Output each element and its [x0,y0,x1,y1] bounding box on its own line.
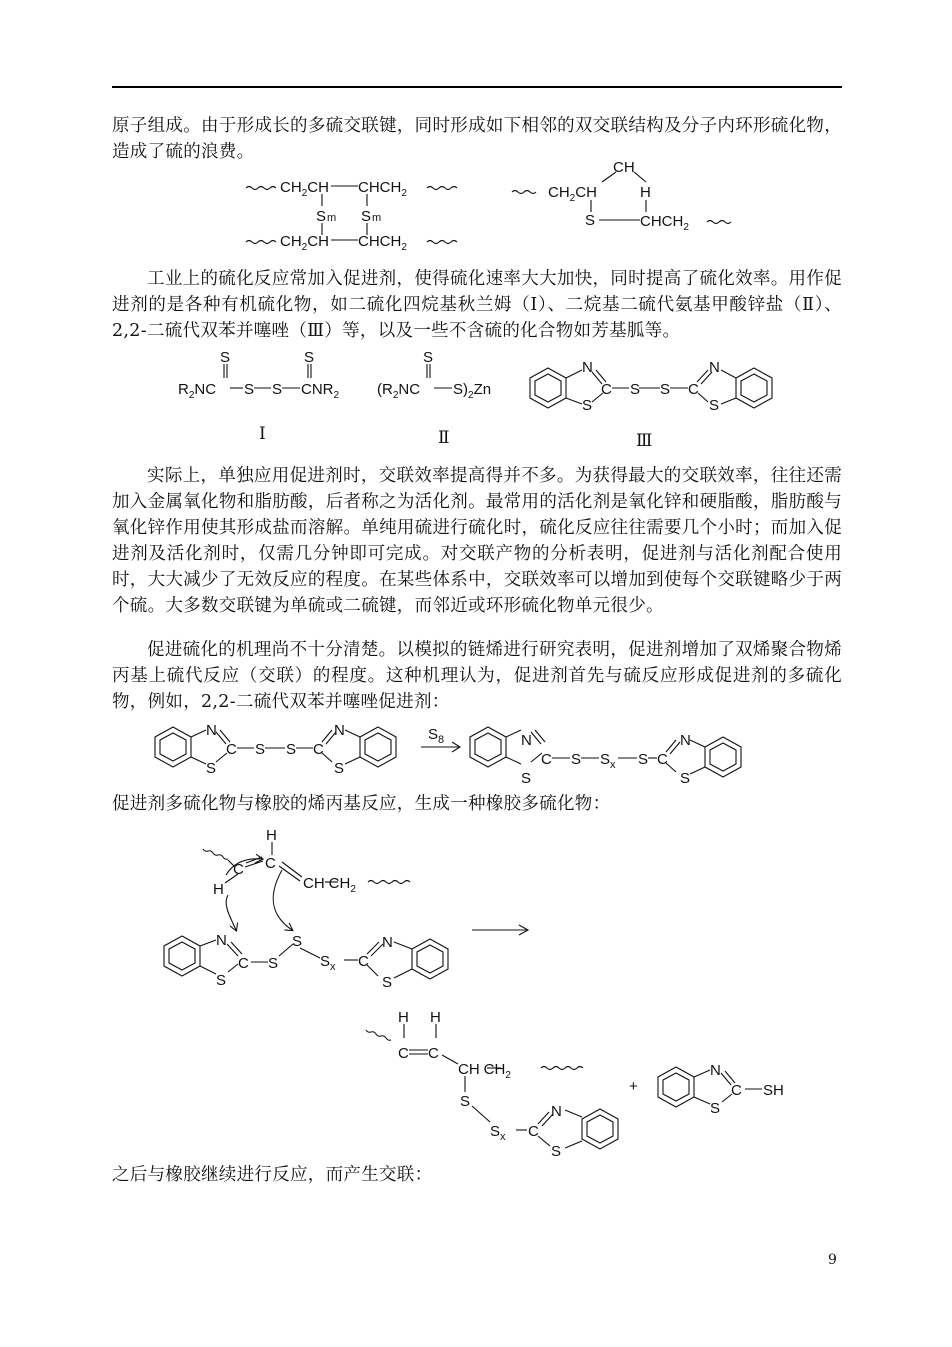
plus-sign: + [629,1078,638,1095]
f4-c3: C [238,955,249,972]
f3-c1: C [226,741,237,758]
label-III: Ⅲ [636,431,653,450]
f3-p-s4: S [680,770,691,787]
f1-ring-s: S [585,212,596,229]
label-II: Ⅱ [438,428,450,447]
f1-ring-ch2ch: $CH_2CH$ [548,184,597,204]
f4-n2: N [382,934,393,951]
f2-III-s1: S [582,397,593,414]
f4-p-n1: N [551,1103,562,1120]
f2-I-s-top-a: S [220,349,231,366]
f4-h-top: H [266,827,277,844]
f3-n2: N [334,722,345,739]
f2-III-c1: C [601,381,612,398]
paragraph-5: 促进剂多硫化物与橡胶的烯丙基反应，生成一种橡胶多硫化物： [112,794,611,814]
f3-p-n2: N [680,732,691,749]
f1-ring-ch: CH [613,159,635,176]
f4-p-s1: S [460,1093,471,1110]
f3-p-c1: C [541,751,552,768]
f2-I-left: $R_2NC$ [178,381,217,401]
f3-s2: S [255,741,266,758]
f2-II-formula: ($R_2NC$ [377,381,421,401]
f4-c4: C [358,953,369,970]
f2-I-right: $CNR_2$ [301,381,340,401]
f2-I-s2: S [272,381,283,398]
paragraph-1: 原子组成。由于形成长的多硫交联键，同时形成如下相邻的双交联结构及分子内环形硫化物，造成了硫的浪费。 [112,116,842,162]
f4-mbt-c: C [731,1082,742,1099]
f2-III-n1: N [582,359,593,376]
f1-chch2-b: $CHCH_2$ [358,233,407,253]
f4-mbt-sh: SH [763,1082,784,1099]
f1-ch2-b: $CH_2CH$ [280,233,329,253]
f3-s3: S [286,741,297,758]
f1-ring-chch2: $CHCH_2$ [640,213,689,233]
f4-p-c1: C [398,1045,409,1062]
f1-sm-right: Sm [361,208,382,225]
paragraph-3: 实际上，单独应用促进剂时，交联效率提高得并不多。为获得最大的交联效率，往往还需加入金属氧化物和脂肪酸，后者称之为活化剂。最常用的活化剂是氧化锌和硬脂酸，脂肪酸与氧化锌作用使其形成盐而溶解。单纯用硫进行硫化时，硫化反应往往需要几个小时；而加入促进剂及活化剂时，仅需几分钟即可完成。对交联产物的分析表明，促进剂与活化剂配合使用时，大大减少了无效反应的程度。在某些体系中，交联效率可以增加到使每个交联键略少于两个硫。大多数交联键为单硫或二硫键，而邻近或环形硫化物单元很少。 [112,466,842,616]
label-I: Ⅰ [259,424,266,443]
f4-p-sx: $S_x$ [490,1123,506,1143]
f2-III-s3: S [660,381,671,398]
f2-III-c2: C [688,381,699,398]
f3-c2: C [313,741,324,758]
paragraph-2: 工业上的硫化反应常加入促进剂，使得硫化速率大大加快，同时提高了硫化效率。用作促进剂的是各种有机硫化物，如二硫化四烷基秋兰姆（Ⅰ）、二烷基二硫代氨基甲酸锌盐（Ⅱ）、2,2-二硫代双苯并噻唑（Ⅲ）等，以及一些不含硫的化合物如芳基胍等。 [112,269,842,341]
paragraph-6: 之后与橡胶继续进行反应，而产生交联： [112,1165,433,1185]
f2-I-s1: S [244,381,255,398]
f1-chch2-a: $CHCH_2$ [358,179,407,199]
f4-c2: C [265,855,276,872]
f3-p-s2: S [571,751,582,768]
f4-mbt-n: N [710,1062,721,1079]
f3-p-n1: N [521,732,532,749]
f2-II-s-top: S [423,349,434,366]
f3-p-s1: S [521,770,532,787]
f2-I-s-top-b: S [304,349,315,366]
paragraph-4: 促进硫化的机理尚不十分清楚。以模拟的链烯进行研究表明，促进剂增加了双烯聚合物烯丙基上硫代反应（交联）的程度。这种机理认为，促进剂首先与硫反应形成促进剂的多硫化物，例如，2,2-二硫代双苯并噻唑促进剂： [112,640,842,712]
f4-mbt-s: S [710,1100,721,1117]
f3-s1: S [206,760,217,777]
f3-n1: N [206,722,217,739]
f2-III-n2: N [709,359,720,376]
f2-III-s2: S [630,381,641,398]
f4-c1: C [233,861,244,878]
f4-h-left: H [213,881,224,898]
f3-s4: S [334,760,345,777]
f4-s4: S [382,974,393,991]
f4-p-c3: C [528,1123,539,1140]
f4-p-c2: C [428,1045,439,1062]
f3-p-s3: S [638,751,649,768]
f1-ring-h: H [640,184,651,201]
f2-III-s4: S [709,397,720,414]
f3-p-sx: $S_x$ [600,751,616,771]
page-number: 9 [828,1252,837,1268]
f4-p-s2: S [551,1143,562,1160]
f4-s3: S [292,933,303,950]
f1-sm-left: Sm [316,208,337,225]
f4-p-h1: H [398,1009,409,1026]
f4-p-ch-ch2: CH $CH_2$ [458,1061,511,1081]
f4-n1: N [216,932,227,949]
f3-p-c2: C [657,751,668,768]
f4-p-h2: H [430,1009,441,1026]
f4-sx: $S_x$ [320,953,336,973]
f4-ch-ch2: CH $CH_2$ [303,875,356,895]
f4-s2: S [268,955,279,972]
f4-s1: S [216,972,227,989]
reagent-s8: $S_8$ [428,726,445,746]
f2-II-tail: $S)_2Zn$ [453,381,492,401]
f1-ch2-a: $CH_2CH$ [280,179,329,199]
